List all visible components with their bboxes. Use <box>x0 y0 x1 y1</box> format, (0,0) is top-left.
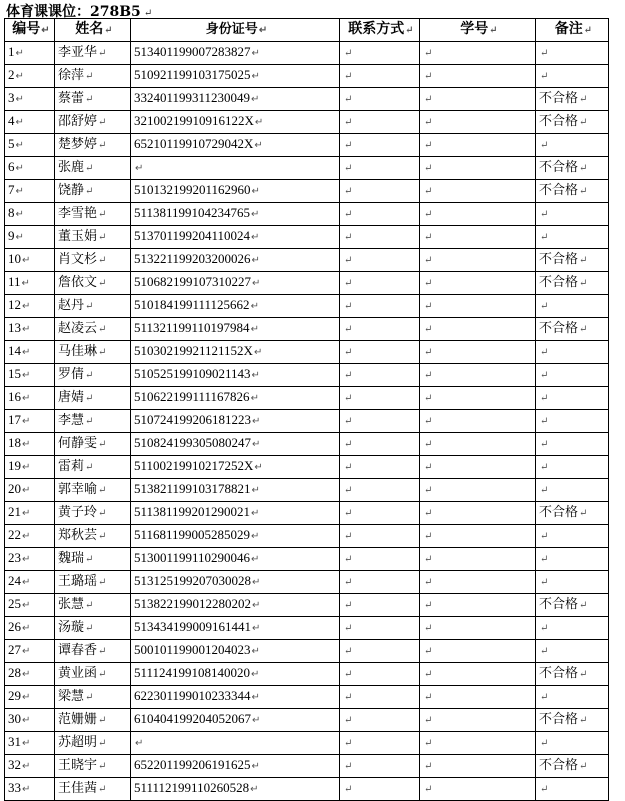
table-row <box>5 617 609 640</box>
cell-contact: ↵ <box>340 272 420 295</box>
cell-note: ↵ <box>536 479 609 502</box>
cell-number: 25↵ <box>5 594 55 617</box>
cell-number: 20↵ <box>5 479 55 502</box>
cell-contact: ↵ <box>340 111 420 134</box>
cell-number: 12↵ <box>5 295 55 318</box>
cell-name: 郑秋芸↵ <box>55 525 131 548</box>
cell-student-id: ↵ <box>420 479 536 502</box>
table-row <box>5 111 609 134</box>
cell-name: 张慧↵ <box>55 594 131 617</box>
header-contact: 联系方式↵ <box>340 19 420 42</box>
cell-student-id: ↵ <box>420 433 536 456</box>
cell-name: 唐婧↵ <box>55 387 131 410</box>
cell-name: 范姗姗↵ <box>55 709 131 732</box>
cell-note: 不合格↵ <box>536 594 609 617</box>
cell-student-id: ↵ <box>420 525 536 548</box>
cell-id-number: 510525199109021143↵ <box>131 364 340 387</box>
cell-name: 楚梦婷↵ <box>55 134 131 157</box>
cell-note: ↵ <box>536 364 609 387</box>
cell-note: 不合格↵ <box>536 88 609 111</box>
cell-note: ↵ <box>536 134 609 157</box>
cell-id-number: 513125199207030028↵ <box>131 571 340 594</box>
cell-contact: ↵ <box>340 387 420 410</box>
cell-note: ↵ <box>536 203 609 226</box>
cell-id-number: 511112199110260528↵ <box>131 778 340 801</box>
cell-id-number: 513701199204110024↵ <box>131 226 340 249</box>
cell-id-number: 513221199203200026↵ <box>131 249 340 272</box>
cell-number: 9↵ <box>5 226 55 249</box>
table-row <box>5 318 609 341</box>
table-row <box>5 341 609 364</box>
cell-note: ↵ <box>536 226 609 249</box>
cell-student-id: ↵ <box>420 571 536 594</box>
cell-contact: ↵ <box>340 134 420 157</box>
cell-name: 王晓宇↵ <box>55 755 131 778</box>
cell-number: 26↵ <box>5 617 55 640</box>
cell-number: 22↵ <box>5 525 55 548</box>
cell-number: 11↵ <box>5 272 55 295</box>
title-text: 体育课课位：278B5 <box>6 4 141 20</box>
cell-id-number: ↵ <box>131 157 340 180</box>
roster-table <box>4 18 609 801</box>
cell-note: 不合格↵ <box>536 755 609 778</box>
table-row <box>5 663 609 686</box>
table-row <box>5 295 609 318</box>
table-row <box>5 157 609 180</box>
cell-note: 不合格↵ <box>536 180 609 203</box>
header-name: 姓名↵ <box>55 19 131 42</box>
cell-id-number: 51030219921121152X↵ <box>131 341 340 364</box>
cell-id-number: 510184199111125662↵ <box>131 295 340 318</box>
cell-student-id: ↵ <box>420 180 536 203</box>
cell-contact: ↵ <box>340 433 420 456</box>
table-row <box>5 709 609 732</box>
cell-note: 不合格↵ <box>536 318 609 341</box>
cell-number: 4↵ <box>5 111 55 134</box>
cell-number: 27↵ <box>5 640 55 663</box>
cell-id-number: 510622199111167826↵ <box>131 387 340 410</box>
cell-number: 33↵ <box>5 778 55 801</box>
cell-note: ↵ <box>536 433 609 456</box>
cell-number: 29↵ <box>5 686 55 709</box>
cell-student-id: ↵ <box>420 663 536 686</box>
cell-note: 不合格↵ <box>536 157 609 180</box>
cell-note: ↵ <box>536 548 609 571</box>
cell-number: 1↵ <box>5 42 55 65</box>
cell-student-id: ↵ <box>420 272 536 295</box>
cell-number: 14↵ <box>5 341 55 364</box>
cell-contact: ↵ <box>340 709 420 732</box>
cell-number: 10↵ <box>5 249 55 272</box>
cell-number: 15↵ <box>5 364 55 387</box>
cell-note: 不合格↵ <box>536 111 609 134</box>
cell-name: 徐萍↵ <box>55 65 131 88</box>
cell-note: ↵ <box>536 732 609 755</box>
cell-name: 罗倩↵ <box>55 364 131 387</box>
cell-contact: ↵ <box>340 65 420 88</box>
table-row <box>5 456 609 479</box>
cell-number: 28↵ <box>5 663 55 686</box>
cell-name: 邵舒婷↵ <box>55 111 131 134</box>
table-row <box>5 387 609 410</box>
table-row <box>5 755 609 778</box>
cell-id-number: 652201199206191625↵ <box>131 755 340 778</box>
table-row <box>5 594 609 617</box>
cell-number: 7↵ <box>5 180 55 203</box>
cell-id-number: 510824199305080247↵ <box>131 433 340 456</box>
cell-id-number: 511681199005285029↵ <box>131 525 340 548</box>
table-row <box>5 686 609 709</box>
cell-student-id: ↵ <box>420 249 536 272</box>
table-row <box>5 732 609 755</box>
table-row <box>5 65 609 88</box>
cell-note: ↵ <box>536 456 609 479</box>
cell-id-number: 510921199103175025↵ <box>131 65 340 88</box>
cell-name: 雷莉↵ <box>55 456 131 479</box>
cell-student-id: ↵ <box>420 341 536 364</box>
cell-contact: ↵ <box>340 341 420 364</box>
cell-note: ↵ <box>536 42 609 65</box>
cell-name: 汤璇↵ <box>55 617 131 640</box>
cell-id-number: 500101199001204023↵ <box>131 640 340 663</box>
cell-number: 5↵ <box>5 134 55 157</box>
cell-name: 谭春香↵ <box>55 640 131 663</box>
cell-contact: ↵ <box>340 525 420 548</box>
cell-note: ↵ <box>536 410 609 433</box>
cell-id-number: 610404199204052067↵ <box>131 709 340 732</box>
cell-student-id: ↵ <box>420 42 536 65</box>
cell-name: 肖文杉↵ <box>55 249 131 272</box>
cell-student-id: ↵ <box>420 65 536 88</box>
cell-id-number: 511321199110197984↵ <box>131 318 340 341</box>
cell-student-id: ↵ <box>420 134 536 157</box>
cell-contact: ↵ <box>340 502 420 525</box>
cell-name: 赵丹↵ <box>55 295 131 318</box>
cell-name: 魏瑞↵ <box>55 548 131 571</box>
cell-name: 马佳琳↵ <box>55 341 131 364</box>
cell-note: ↵ <box>536 387 609 410</box>
cell-note: 不合格↵ <box>536 272 609 295</box>
cell-name: 王璐瑶↵ <box>55 571 131 594</box>
cell-id-number: 511381199104234765↵ <box>131 203 340 226</box>
cell-contact: ↵ <box>340 640 420 663</box>
table-row <box>5 249 609 272</box>
cell-contact: ↵ <box>340 203 420 226</box>
table-row <box>5 42 609 65</box>
cell-student-id: ↵ <box>420 686 536 709</box>
cell-id-number: 513822199012280202↵ <box>131 594 340 617</box>
cell-id-number: 513001199110290046↵ <box>131 548 340 571</box>
cell-id-number: ↵ <box>131 732 340 755</box>
cell-note: ↵ <box>536 778 609 801</box>
cell-note: ↵ <box>536 65 609 88</box>
cell-contact: ↵ <box>340 410 420 433</box>
cell-name: 李慧↵ <box>55 410 131 433</box>
cell-name: 黄业函↵ <box>55 663 131 686</box>
cell-contact: ↵ <box>340 364 420 387</box>
cell-id-number: 32100219910916122X↵ <box>131 111 340 134</box>
cell-contact: ↵ <box>340 663 420 686</box>
cell-student-id: ↵ <box>420 295 536 318</box>
cell-name: 詹依文↵ <box>55 272 131 295</box>
cell-student-id: ↵ <box>420 410 536 433</box>
cell-note: ↵ <box>536 295 609 318</box>
table-row <box>5 203 609 226</box>
cell-name: 郭幸喻↵ <box>55 479 131 502</box>
header-number: 编号↵ <box>5 19 55 42</box>
paragraph-mark: ↵ <box>143 8 153 19</box>
cell-name: 何静雯↵ <box>55 433 131 456</box>
cell-number: 30↵ <box>5 709 55 732</box>
cell-name: 苏超明↵ <box>55 732 131 755</box>
cell-name: 董玉娟↵ <box>55 226 131 249</box>
cell-student-id: ↵ <box>420 640 536 663</box>
cell-student-id: ↵ <box>420 709 536 732</box>
cell-contact: ↵ <box>340 778 420 801</box>
cell-name: 李雪艳↵ <box>55 203 131 226</box>
cell-student-id: ↵ <box>420 318 536 341</box>
table-row <box>5 548 609 571</box>
cell-note: ↵ <box>536 525 609 548</box>
table-row <box>5 479 609 502</box>
cell-note: ↵ <box>536 341 609 364</box>
cell-id-number: 65210119910729042X↵ <box>131 134 340 157</box>
cell-contact: ↵ <box>340 755 420 778</box>
cell-id-number: 513821199103178821↵ <box>131 479 340 502</box>
cell-id-number: 622301199010233344↵ <box>131 686 340 709</box>
table-row <box>5 364 609 387</box>
cell-id-number: 513401199007283827↵ <box>131 42 340 65</box>
cell-number: 19↵ <box>5 456 55 479</box>
cell-number: 31↵ <box>5 732 55 755</box>
cell-student-id: ↵ <box>420 617 536 640</box>
table-row <box>5 180 609 203</box>
cell-contact: ↵ <box>340 226 420 249</box>
cell-number: 32↵ <box>5 755 55 778</box>
cell-number: 8↵ <box>5 203 55 226</box>
cell-student-id: ↵ <box>420 502 536 525</box>
cell-contact: ↵ <box>340 571 420 594</box>
cell-number: 24↵ <box>5 571 55 594</box>
cell-note: ↵ <box>536 617 609 640</box>
table-row <box>5 272 609 295</box>
cell-contact: ↵ <box>340 456 420 479</box>
cell-contact: ↵ <box>340 295 420 318</box>
cell-contact: ↵ <box>340 686 420 709</box>
cell-id-number: 510682199107310227↵ <box>131 272 340 295</box>
cell-note: ↵ <box>536 686 609 709</box>
cell-number: 21↵ <box>5 502 55 525</box>
header-student-id: 学号↵ <box>420 19 536 42</box>
cell-name: 梁慧↵ <box>55 686 131 709</box>
cell-student-id: ↵ <box>420 548 536 571</box>
cell-number: 13↵ <box>5 318 55 341</box>
cell-student-id: ↵ <box>420 157 536 180</box>
cell-name: 王佳茜↵ <box>55 778 131 801</box>
cell-number: 2↵ <box>5 65 55 88</box>
cell-contact: ↵ <box>340 157 420 180</box>
cell-contact: ↵ <box>340 617 420 640</box>
cell-name: 饶静↵ <box>55 180 131 203</box>
cell-id-number: 510724199206181223↵ <box>131 410 340 433</box>
cell-id-number: 510132199201162960↵ <box>131 180 340 203</box>
table-row <box>5 433 609 456</box>
cell-name: 黄子玲↵ <box>55 502 131 525</box>
cell-number: 6↵ <box>5 157 55 180</box>
cell-contact: ↵ <box>340 88 420 111</box>
cell-name: 赵凌云↵ <box>55 318 131 341</box>
header-id-number: 身份证号↵ <box>131 19 340 42</box>
cell-number: 18↵ <box>5 433 55 456</box>
cell-note: 不合格↵ <box>536 663 609 686</box>
table-row <box>5 640 609 663</box>
cell-student-id: ↵ <box>420 226 536 249</box>
table-row <box>5 502 609 525</box>
table-row <box>5 410 609 433</box>
cell-name: 李亚华↵ <box>55 42 131 65</box>
cell-id-number: 511124199108140020↵ <box>131 663 340 686</box>
cell-student-id: ↵ <box>420 594 536 617</box>
table-row <box>5 525 609 548</box>
cell-student-id: ↵ <box>420 364 536 387</box>
cell-note: ↵ <box>536 640 609 663</box>
header-note: 备注↵ <box>536 19 609 42</box>
cell-note: 不合格↵ <box>536 502 609 525</box>
cell-contact: ↵ <box>340 318 420 341</box>
cell-contact: ↵ <box>340 42 420 65</box>
table-row <box>5 88 609 111</box>
cell-id-number: 513434199009161441↵ <box>131 617 340 640</box>
cell-student-id: ↵ <box>420 732 536 755</box>
cell-contact: ↵ <box>340 249 420 272</box>
table-row <box>5 571 609 594</box>
header-row <box>5 19 609 42</box>
table-row <box>5 226 609 249</box>
table-row <box>5 134 609 157</box>
cell-student-id: ↵ <box>420 755 536 778</box>
cell-contact: ↵ <box>340 732 420 755</box>
cell-contact: ↵ <box>340 548 420 571</box>
table-row <box>5 778 609 801</box>
cell-number: 3↵ <box>5 88 55 111</box>
cell-contact: ↵ <box>340 479 420 502</box>
cell-name: 张鹿↵ <box>55 157 131 180</box>
cell-student-id: ↵ <box>420 778 536 801</box>
cell-student-id: ↵ <box>420 88 536 111</box>
cell-number: 23↵ <box>5 548 55 571</box>
cell-name: 蔡蕾↵ <box>55 88 131 111</box>
cell-note: ↵ <box>536 571 609 594</box>
cell-note: 不合格↵ <box>536 709 609 732</box>
cell-id-number: 51100219910217252X↵ <box>131 456 340 479</box>
cell-student-id: ↵ <box>420 387 536 410</box>
cell-number: 17↵ <box>5 410 55 433</box>
cell-number: 16↵ <box>5 387 55 410</box>
cell-contact: ↵ <box>340 594 420 617</box>
cell-id-number: 332401199311230049↵ <box>131 88 340 111</box>
cell-student-id: ↵ <box>420 203 536 226</box>
cell-contact: ↵ <box>340 180 420 203</box>
cell-student-id: ↵ <box>420 456 536 479</box>
cell-id-number: 511381199201290021↵ <box>131 502 340 525</box>
cell-note: 不合格↵ <box>536 249 609 272</box>
cell-student-id: ↵ <box>420 111 536 134</box>
